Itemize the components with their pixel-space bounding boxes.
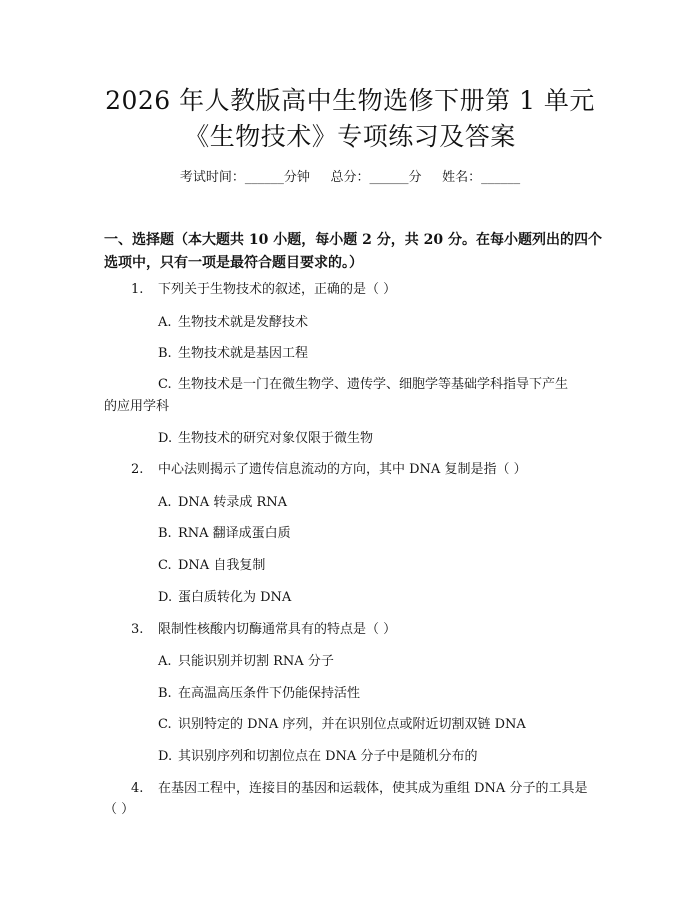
option-1c bbox=[158, 376, 568, 394]
option-text: 生物技术的研究对象仅限于微生物 bbox=[178, 431, 374, 446]
option-1a bbox=[158, 314, 308, 332]
option-text: 生物技术就是基因工程 bbox=[178, 346, 309, 361]
option-label: B. bbox=[158, 346, 172, 361]
option-label: D. bbox=[158, 749, 173, 764]
question-stem: 中心法则揭示了遗传信息流动的方向，其中 DNA 复制是指（ ） bbox=[158, 462, 527, 477]
question-number: 4. bbox=[131, 781, 144, 796]
question-number: 1. bbox=[131, 282, 144, 297]
question-2 bbox=[131, 461, 527, 479]
question-number: 3. bbox=[131, 622, 144, 637]
option-label: A. bbox=[158, 495, 172, 510]
option-3a bbox=[158, 653, 334, 671]
option-2b bbox=[158, 525, 291, 543]
option-label: A. bbox=[158, 654, 172, 669]
option-label: A. bbox=[158, 315, 172, 330]
option-text: DNA 自我复制 bbox=[178, 558, 266, 573]
option-2c bbox=[158, 557, 265, 575]
option-3b bbox=[158, 685, 360, 703]
option-1c-continuation: 的应用学科 bbox=[104, 399, 170, 414]
option-label: D. bbox=[158, 590, 173, 605]
option-text: 只能识别并切割 RNA 分子 bbox=[178, 654, 334, 669]
option-label: D. bbox=[158, 431, 173, 446]
option-3d bbox=[158, 748, 477, 766]
question-4-continuation: （ ） bbox=[104, 802, 135, 817]
question-4 bbox=[131, 780, 587, 798]
option-label: B. bbox=[158, 526, 172, 541]
option-text: DNA 转录成 RNA bbox=[178, 495, 288, 510]
option-text: RNA 翻译成蛋白质 bbox=[178, 526, 291, 541]
option-text: 其识别序列和切割位点在 DNA 分子中是随机分布的 bbox=[178, 749, 478, 764]
question-3 bbox=[131, 621, 396, 639]
option-2d bbox=[158, 589, 291, 607]
option-label: C. bbox=[158, 717, 172, 732]
option-text: 在高温高压条件下仍能保持活性 bbox=[178, 686, 361, 701]
section-heading: 一、选择题（本大题共 10 小题，每小题 2 分，共 20 分。在每小题列出的四个选项中，只有一项是最符合题目要求的。） bbox=[104, 232, 602, 271]
question-stem: 限制性核酸内切酶通常具有的特点是（ ） bbox=[158, 622, 397, 637]
question-number: 2. bbox=[131, 462, 144, 477]
exam-meta: 考试时间：______分钟 总分：______分 姓名：______ bbox=[179, 170, 521, 185]
option-label: C. bbox=[158, 377, 172, 392]
option-text: 蛋白质转化为 DNA bbox=[178, 590, 292, 605]
option-label: B. bbox=[158, 686, 172, 701]
option-label: C. bbox=[158, 558, 172, 573]
option-2a bbox=[158, 494, 287, 512]
question-stem: 在基因工程中，连接目的基因和运载体，使其成为重组 DNA 分子的工具是 bbox=[158, 781, 588, 796]
option-1b bbox=[158, 345, 308, 363]
option-1d bbox=[158, 430, 373, 448]
option-text: 生物技术是一门在微生物学、遗传学、细胞学等基础学科指导下产生 bbox=[178, 377, 569, 392]
doc-title-line2: 《生物技术》专项练习及答案 bbox=[184, 122, 516, 151]
option-text: 生物技术就是发酵技术 bbox=[178, 315, 309, 330]
doc-title-line1: 2026 年人教版高中生物选修下册第 1 单元 bbox=[105, 86, 595, 115]
question-1 bbox=[131, 281, 396, 299]
question-stem: 下列关于生物技术的叙述，正确的是（ ） bbox=[158, 282, 397, 297]
option-text: 识别特定的 DNA 序列，并在识别位点或附近切割双链 DNA bbox=[178, 717, 526, 732]
option-3c bbox=[158, 716, 526, 734]
